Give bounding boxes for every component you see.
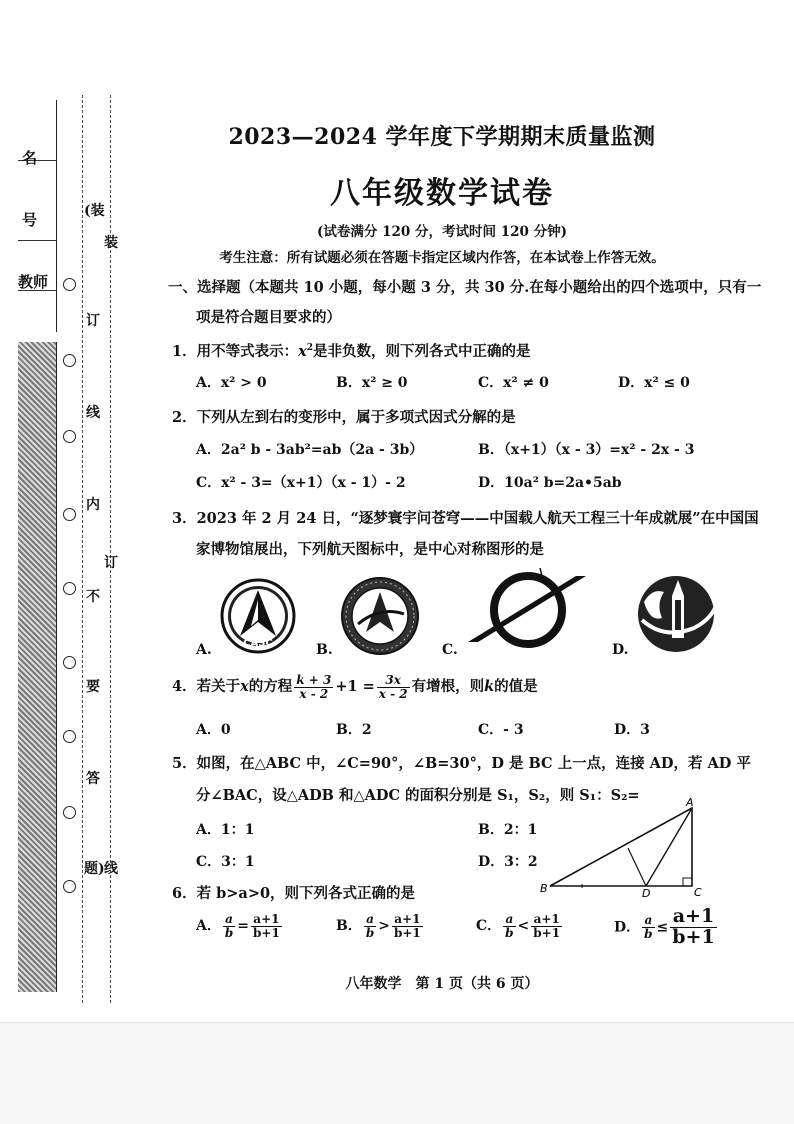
binding-char: 要 xyxy=(86,679,100,695)
inner-dashed-line xyxy=(82,95,83,1003)
q4-option-c: C．- 3 xyxy=(478,722,524,738)
q5-stem-line2: 分∠BAC，设△ADB 和△ADC 的面积分别是 S₁，S₂，则 S₁：S₂= xyxy=(196,787,640,804)
binding-hole xyxy=(63,508,76,521)
vertex-a-label: A xyxy=(686,798,694,809)
q5-stem-line1: 5．如图，在△ABC 中，∠C=90°，∠B=30°，D 是 BC 上一点，连接 AD，若 AD 平 xyxy=(172,755,751,772)
q3-option-b-label: B. xyxy=(316,642,333,658)
page-footer: 八年数学 第 1 页（共 6 页） xyxy=(345,976,539,992)
q4-fraction-left: $\frac{k + 3}{x - 2}$ xyxy=(296,673,332,701)
binding-char: 题) xyxy=(84,861,105,877)
q2-option-c: C．x² - 3=（x+1）（x - 1）- 2 xyxy=(196,475,406,491)
binding-char: (装 xyxy=(84,203,105,219)
q3-stem-line2: 家博物馆展出，下列航天图标中，是中心对称图形的是 xyxy=(196,541,544,558)
section-heading-cont: 项是符合题目要求的） xyxy=(196,309,341,326)
q2-option-b: B．（x+1）（x - 3）=x² - 2x - 3 xyxy=(478,442,695,458)
teacher-label: 教师 xyxy=(18,273,49,291)
q5-option-d: D．3：2 xyxy=(478,854,538,870)
q5-option-a: A．1：1 xyxy=(196,822,255,838)
page-bottom-margin xyxy=(0,1022,794,1124)
binding-char: 线 xyxy=(86,405,100,421)
q2-option-a: A．2a² b - 3ab²=ab（2a - 3b） xyxy=(196,442,424,458)
vertex-d-label: D xyxy=(642,887,651,898)
q3-logo-a-icon xyxy=(220,578,296,654)
vertex-c-label: C xyxy=(694,886,702,898)
q2-stem: 2．下列从左到右的变形中，属于多项式因式分解的是 xyxy=(172,409,516,426)
q4-fraction-right: $\frac{3x}{x - 2}$ xyxy=(378,673,408,701)
binding-hole xyxy=(63,430,76,443)
q5-triangle-figure xyxy=(536,798,712,898)
q5-option-c: C．3：1 xyxy=(196,854,255,870)
q5-option-b: B．2：1 xyxy=(478,822,538,838)
section-heading: 一、选择题（本题共 10 小题，每小题 3 分，共 30 分.在每小题给出的四个选项中，只有一 xyxy=(168,279,762,296)
binding-hole xyxy=(63,880,76,893)
q4-stem: 4．若关于x的方程 $\frac{k + 3}{x - 2}$ +1 = $\frac{3x}{x - 2}$ 有增根，则k的值是 xyxy=(172,673,538,701)
q1-option-b: B．x² ≥ 0 xyxy=(336,375,408,391)
number-label: 号 xyxy=(22,211,38,229)
q1-option-c: C．x² ≠ 0 xyxy=(478,375,549,391)
q3-option-d-label: D. xyxy=(612,642,629,658)
exam-meta: (试卷满分 120 分，考试时间 120 分钟) xyxy=(317,224,567,240)
q6-option-a: A． $\frac{a}{b}$ = $\frac{a+1}{b+1}$ xyxy=(196,912,280,940)
binding-hole xyxy=(63,354,76,367)
info-divider xyxy=(18,240,56,241)
name-label: 名 xyxy=(22,149,38,167)
binding-hole xyxy=(63,582,76,595)
binding-char: 内 xyxy=(86,497,100,513)
q6-option-d: D． $\frac{a}{b}$ ≤ $\frac{a+1}{b+1}$ xyxy=(614,905,715,948)
binding-char: 装 xyxy=(104,235,118,251)
binding-char: 订 xyxy=(86,313,100,329)
exam-subtitle: 八年级数学试卷 xyxy=(330,176,554,211)
q3-option-a-label: A. xyxy=(196,642,212,658)
exam-title: 2023—2024 学年度下学期期末质量监测 xyxy=(228,124,656,150)
q6-option-b: B． $\frac{a}{b}$ > $\frac{a+1}{b+1}$ xyxy=(336,912,421,940)
binding-char: 线 xyxy=(104,861,118,877)
q4-option-b: B．2 xyxy=(336,722,372,738)
binding-char: 不 xyxy=(86,589,100,605)
binding-char: 答 xyxy=(86,771,100,787)
binding-char: 订 xyxy=(104,555,118,571)
q3-stem-line1: 3．2023 年 2 月 24 日，“逐梦寰宇问苍穹——中国载人航天工程三十年成就展”在中国国 xyxy=(172,510,759,527)
q3-logo-b-icon xyxy=(340,576,420,656)
q3-option-c-label: C. xyxy=(442,642,458,658)
binding-hole xyxy=(63,730,76,743)
binding-hole xyxy=(63,656,76,669)
exam-notice: 考生注意：所有试题必须在答题卡指定区域内作答，在本试卷上作答无效。 xyxy=(219,250,665,266)
hatched-binding-area xyxy=(18,342,57,992)
q6-stem: 6．若 b>a>0，则下列各式正确的是 xyxy=(172,885,416,902)
binding-hole xyxy=(63,278,76,291)
q1-option-d: D．x² ≤ 0 xyxy=(618,375,690,391)
q4-option-d: D．3 xyxy=(614,722,650,738)
q3-logo-d-icon xyxy=(634,574,720,656)
q6-option-c: C． $\frac{a}{b}$ < $\frac{a+1}{b+1}$ xyxy=(476,912,561,940)
q2-option-d: D．10a² b=2a•5ab xyxy=(478,475,622,491)
vertex-b-label: B xyxy=(540,882,548,895)
q3-logo-c-icon xyxy=(466,568,586,652)
q1-option-a: A．x² > 0 xyxy=(196,375,267,391)
q1-stem: 1．用不等式表示：$x^2$是非负数，则下列各式中正确的是 xyxy=(172,343,531,360)
binding-hole xyxy=(63,806,76,819)
logo-a-text: CASC xyxy=(243,638,273,649)
q4-option-a: A．0 xyxy=(196,722,231,738)
